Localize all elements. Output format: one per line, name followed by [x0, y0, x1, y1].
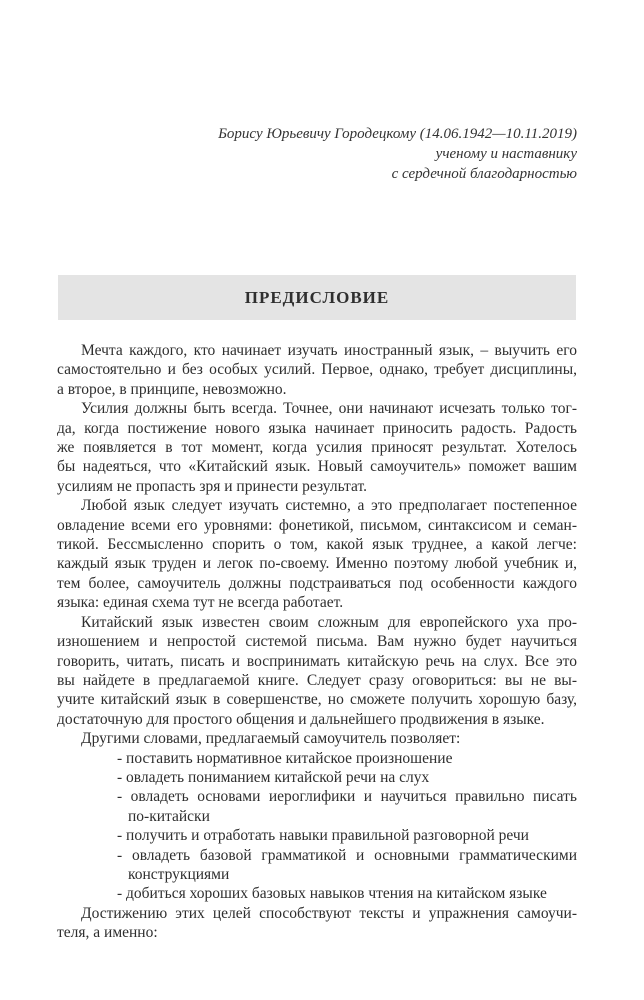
text-line: тикой. Бессмысленно спорить о том, какой язык труднее, а какой легче:	[57, 536, 577, 554]
text-line: овладение всеми его уровнями: фонетикой, письмом, синтаксисом и семан-	[57, 516, 577, 534]
chapter-title-band	[58, 275, 576, 320]
chapter-title: ПРЕДИСЛОВИЕ	[244, 287, 390, 307]
list-item-line: - овладеть основами иероглифики и научиться правильно писать	[117, 788, 577, 806]
list-item	[57, 768, 577, 787]
list-item-line: - добиться хороших базовых навыков чтения на китайском языке	[117, 885, 547, 903]
text-line: тем более, самоучитель должны подстраиваться под особенности каждого	[57, 574, 577, 592]
list-item-line: - овладеть базовой грамматикой и основными грамматическими	[117, 846, 577, 864]
text-line: а второе, в принципе, невозможно.	[57, 380, 287, 398]
dedication-line: с сердечной благодарностью	[391, 166, 577, 182]
text-line: учите китайский язык в совершенстве, но сможете получить хорошую базу,	[57, 691, 577, 709]
list-item	[57, 846, 577, 885]
text-line: бы надеяться, что «Китайский язык. Новый самоучитель» поможет вашим	[57, 458, 577, 476]
text-line: Мечта каждого, кто начинает изучать иностранный язык, – выучить его	[81, 342, 577, 359]
dedication	[218, 124, 577, 184]
text-line: же появляется в тот момент, когда усилия приносят результат. Хотелось	[57, 439, 577, 457]
text-line: достаточную для простого общения и дальнейшего продвижения в языке.	[57, 710, 545, 728]
paragraph	[57, 496, 577, 612]
text-line: говорить, читать, писать и воспринимать китайскую речь на слух. Все это	[57, 652, 577, 670]
dedication-line: ученому и наставнику	[435, 146, 577, 162]
list-item	[57, 787, 577, 826]
text-line: теля, а именно:	[57, 924, 158, 942]
text-line: да, когда постижение нового языка начинает приносить радость. Радость	[57, 419, 577, 437]
paragraph	[57, 341, 577, 399]
text-line: Усилия должны быть всегда. Точнее, они начинают исчезать только тог-	[81, 400, 577, 418]
list-item	[57, 749, 577, 768]
text-line: Другими словами, предлагаемый самоучитель позволяет:	[81, 730, 461, 748]
list-item-line: - поставить нормативное китайское произношение	[117, 749, 453, 767]
text-line: Китайский язык известен своим сложным для европейского уха про-	[81, 613, 577, 631]
body-text	[57, 341, 577, 943]
paragraph	[57, 904, 577, 943]
list-item-line: - получить и отработать навыки правильной разговорной речи	[117, 827, 529, 845]
paragraph	[57, 729, 577, 748]
list-item	[57, 826, 577, 845]
paragraph	[57, 613, 577, 729]
text-line: Достижению этих целей способствуют тексты и упражнения самоучи-	[81, 904, 577, 922]
text-line: изношением и непростой системой письма. Вам нужно будет научиться	[57, 633, 577, 651]
text-line: самостоятельно и без особых усилий. Первое, однако, требует дисциплины,	[57, 361, 577, 379]
dedication-line: Борису Юрьевичу Городецкому (14.06.1942—10.11.2019)	[218, 126, 577, 142]
text-line: усилиям не пропасть зря и принести результат.	[57, 477, 367, 495]
text-line: языка: единая схема тут не всегда работает.	[57, 594, 344, 612]
paragraph	[57, 399, 577, 496]
text-line: вы найдете в предлагаемой книге. Следует сразу оговориться: вы не вы-	[57, 671, 577, 689]
list-item	[57, 884, 577, 903]
text-line: каждый язык труден и легок по-своему. Именно поэтому любой учебник и,	[57, 555, 577, 573]
list-item-line: по-китайски	[128, 807, 210, 825]
list-item-line: конструкциями	[128, 865, 230, 883]
text-line: Любой язык следует изучать системно, а это предполагает постепенное	[81, 497, 577, 515]
list-item-line: - овладеть пониманием китайской речи на слух	[117, 768, 430, 786]
bullet-list	[57, 749, 577, 904]
